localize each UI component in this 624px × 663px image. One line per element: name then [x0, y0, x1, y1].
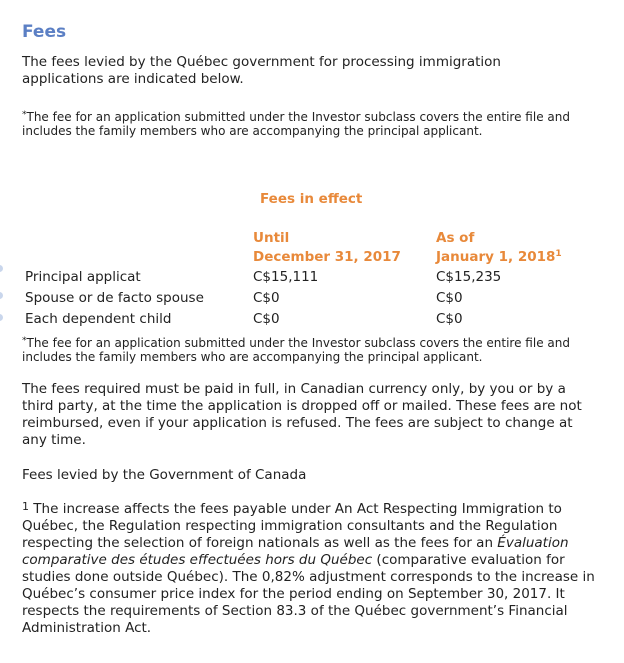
column-header-line1: Until: [253, 230, 290, 246]
note-marker: *: [22, 110, 27, 120]
row-value-until: C$15,111: [253, 269, 319, 285]
column-header-line1: As of: [436, 230, 475, 246]
note-text: The fee for an application submitted under the Investor subclass covers the entire file and includes the family members who are accompanying the principal applicant.: [22, 110, 570, 138]
footnote-marker: 1: [22, 500, 29, 513]
note-marker: *: [22, 336, 27, 346]
bullet-dot-icon: [0, 265, 3, 272]
row-label: Principal applicat: [25, 269, 141, 285]
row-value-until: C$0: [253, 290, 280, 306]
footnote-paragraph: [22, 501, 597, 637]
footnote-text-part2: (comparative evaluation for studies done outside Québec). The 0,82% adjustment corresponds to the increase in Québec’s consumer price index for the period ending on September 30, 2017. It respects the requirements of Section 83.3 of the Québec government’s Financial Administration Act.: [22, 552, 595, 636]
row-label: Each dependent child: [25, 311, 172, 327]
row-value-as-of: C$0: [436, 311, 463, 327]
bullet-dot-icon: [0, 292, 3, 299]
bullet-dot-icon: [0, 314, 3, 321]
row-value-as-of: C$0: [436, 290, 463, 306]
page-title: Fees: [22, 22, 67, 42]
table-row: [0, 290, 624, 310]
investor-note-bottom: [22, 336, 612, 364]
table-row: [0, 311, 624, 331]
table-row: [0, 269, 624, 289]
fees-table-heading: Fees in effect: [260, 191, 363, 207]
row-label: Spouse or de facto spouse: [25, 290, 204, 306]
investor-note-top: [22, 110, 612, 138]
footnote-text-part1: The increase affects the fees payable under An Act Respecting Immigration to Québec, the Regulation respecting immigration consultants and the Regulation respecting the selection of foreign nationals as well as the fees for an: [22, 501, 562, 551]
column-header-until: [253, 229, 401, 267]
intro-text: The fees levied by the Québec government for processing immigration applications are indicated below.: [22, 54, 501, 87]
footnote-italic-title: Évaluation comparative des études effectuées hors du Québec: [22, 535, 569, 568]
column-header-line2: January 1, 2018$^1$: [436, 249, 562, 265]
canada-fees-link[interactable]: Fees levied by the Government of Canada: [22, 467, 307, 483]
column-header-line2: December 31, 2017: [253, 249, 401, 265]
row-value-until: C$0: [253, 311, 280, 327]
payment-paragraph: The fees required must be paid in full, in Canadian currency only, by you or by a third party, at the time the application is dropped off or mailed. These fees are not reimbursed, even if your application is refused. The fees are subject to change at any time.: [22, 381, 582, 448]
column-header-as-of: [436, 229, 562, 267]
row-value-as-of: C$15,235: [436, 269, 502, 285]
note-text: The fee for an application submitted under the Investor subclass covers the entire file and includes the family members who are accompanying the principal applicant.: [22, 336, 570, 364]
footnote-ref[interactable]: 1: [555, 249, 562, 259]
